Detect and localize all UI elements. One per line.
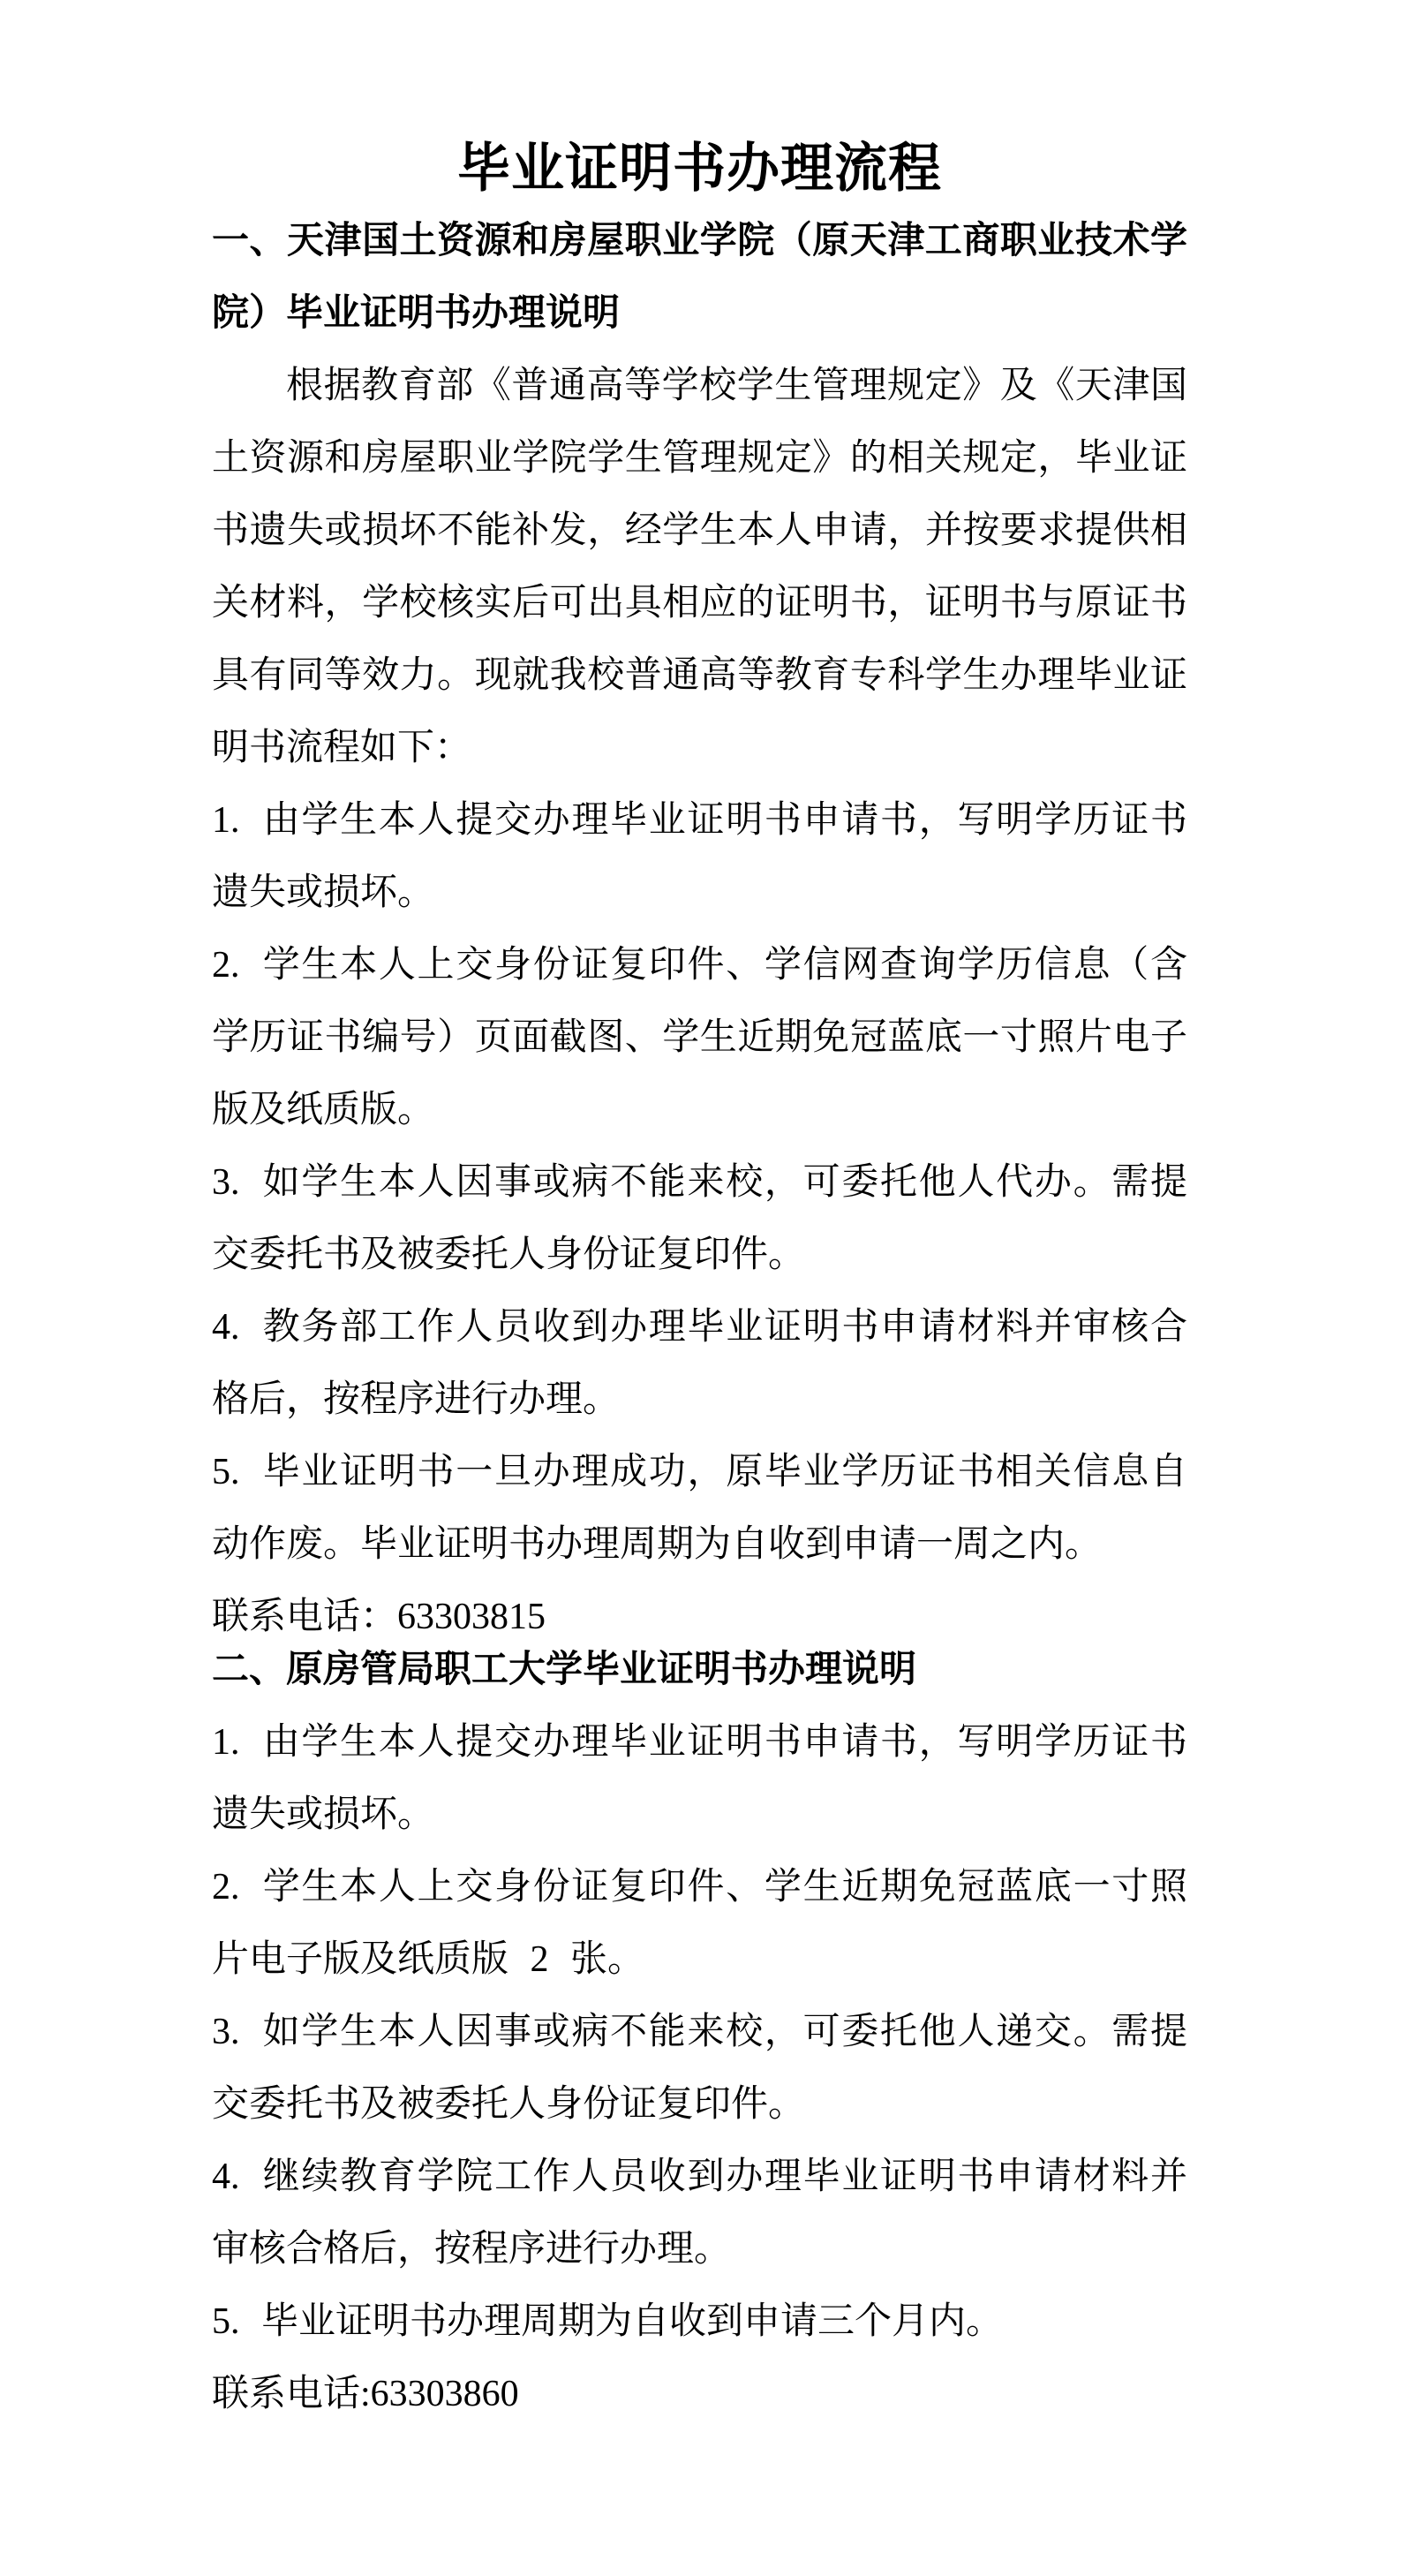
section1-step-4: 4. 教务部工作人员收到办理毕业证明书申请材料并审核合格后，按程序进行办理。: [212, 1307, 1187, 1420]
section1-contact-phone: 联系电话：63303815: [212, 1597, 546, 1637]
section2-heading: 二、原房管局职工大学毕业证明书办理说明: [212, 1650, 917, 1690]
section2-step-4: 4. 继续教育学院工作人员收到办理毕业证明书申请材料并审核合格后，按程序进行办理。: [212, 2157, 1187, 2270]
section1-step-3: 3. 如学生本人因事或病不能来校，可委托他人代办。需提交委托书及被委托人身份证复印件。: [212, 1162, 1187, 1275]
document-title: 毕业证明书办理流程: [457, 140, 942, 198]
section1-step-5: 5. 毕业证明书一旦办理成功，原毕业学历证书相关信息自动作废。毕业证明书办理周期为自收到申请一周之内。: [212, 1452, 1187, 1565]
section1-step-1: 1. 由学生本人提交办理毕业证明书申请书，写明学历证书遗失或损坏。: [212, 800, 1187, 913]
section1-intro-paragraph: 根据教育部《普通高等学校学生管理规定》及《天津国土资源和房屋职业学院学生管理规定》的相关规定，毕业证书遗失或损坏不能补发，经学生本人申请，并按要求提供相关材料，学校核实后可出具相应的证明书，证明书与原证书具有同等效力。现就我校普通高等教育专科学生办理毕业证明书流程如下：: [212, 366, 1187, 768]
section2-step-3: 3. 如学生本人因事或病不能来校，可委托他人递交。需提交委托书及被委托人身份证复印件。: [212, 2012, 1187, 2125]
section2-step-1: 1. 由学生本人提交办理毕业证明书申请书，写明学历证书遗失或损坏。: [212, 1722, 1187, 1835]
section2-step-5: 5. 毕业证明书办理周期为自收到申请三个月内。: [212, 2301, 1004, 2342]
section2-step-2: 2. 学生本人上交身份证复印件、学生近期免冠蓝底一寸照片电子版及纸质版 2 张。: [212, 1867, 1187, 1980]
section2-contact-phone: 联系电话:63303860: [212, 2374, 519, 2414]
section1-step-2: 2. 学生本人上交身份证复印件、学信网查询学历信息（含学历证书编号）页面截图、学生近期免冠蓝底一寸照片电子版及纸质版。: [212, 945, 1187, 1130]
section1-heading: 一、天津国土资源和房屋职业学院（原天津工商职业技术学院）毕业证明书办理说明: [212, 221, 1187, 334]
